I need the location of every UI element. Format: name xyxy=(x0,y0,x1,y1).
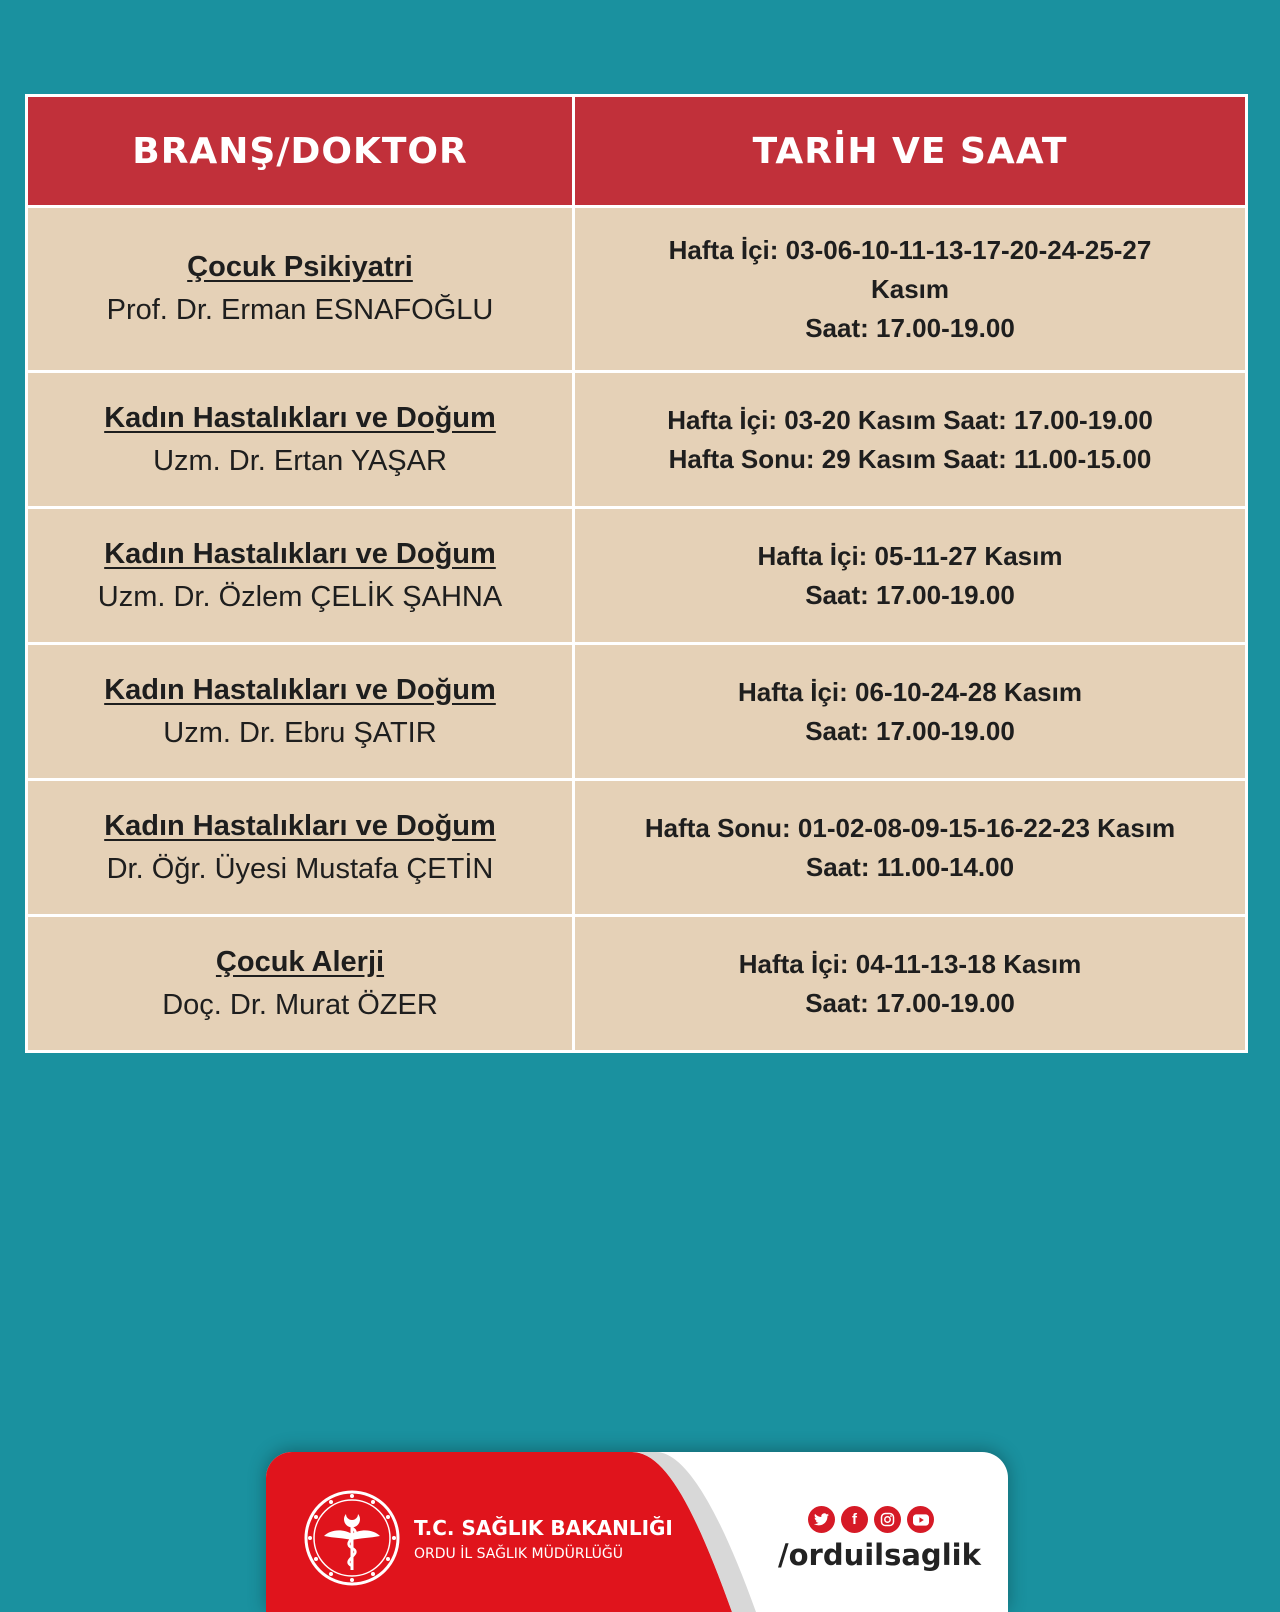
branch-name: Çocuk Psikiyatri xyxy=(187,251,413,283)
social-icons xyxy=(808,1506,934,1533)
header-date-time: TARİH VE SAAT xyxy=(574,96,1247,207)
ministry-emblem-icon xyxy=(302,1488,402,1588)
branch-doctor-cell xyxy=(27,780,574,916)
schedule-text: Hafta Sonu: 01-02-08-09-15-16-22-23 Kasım Saat: 11.00-14.00 xyxy=(644,812,1176,882)
doctor-name: Uzm. Dr. Ebru ŞATIR xyxy=(163,716,437,749)
schedule-text: Hafta İçi: 06-10-24-28 Kasım Saat: 17.00-19.00 xyxy=(738,676,1082,746)
youtube-icon[interactable] xyxy=(907,1506,934,1533)
schedule-cell xyxy=(574,916,1247,1052)
schedule-cell xyxy=(574,372,1247,508)
schedule-table xyxy=(25,94,1248,1053)
footer-banner xyxy=(266,1452,1008,1612)
branch-doctor-cell xyxy=(27,372,574,508)
org-subtitle: ORDU İL SAĞLIK MÜDÜRLÜĞÜ xyxy=(414,1546,624,1562)
schedule-text: Hafta İçi: 03-20 Kasım Saat: 17.00-19.00 Hafta Sonu: 29 Kasım Saat: 11.00-15.00 xyxy=(667,404,1153,474)
branch-doctor-cell xyxy=(27,916,574,1052)
table-row xyxy=(27,508,1247,644)
branch-doctor-cell xyxy=(27,644,574,780)
table-row xyxy=(27,780,1247,916)
branch-name: Kadın Hastalıkları ve Doğum xyxy=(104,673,496,706)
doctor-name: Prof. Dr. Erman ESNAFOĞLU xyxy=(106,294,494,326)
schedule-cell xyxy=(574,780,1247,916)
org-name: T.C. SAĞLIK BAKANLIĞI xyxy=(414,1516,673,1540)
table-row xyxy=(27,372,1247,508)
instagram-icon[interactable] xyxy=(874,1506,901,1533)
twitter-icon[interactable] xyxy=(808,1506,835,1533)
branch-doctor-cell xyxy=(27,508,574,644)
schedule-text: Hafta İçi: 03-06-10-11-13-17-20-24-25-27 Kasım Saat: 17.00-19.00 xyxy=(668,234,1152,343)
doctor-name: Doç. Dr. Murat ÖZER xyxy=(162,988,438,1021)
table-row xyxy=(27,207,1247,372)
branch-name: Kadın Hastalıkları ve Doğum xyxy=(104,401,496,434)
schedule-cell xyxy=(574,508,1247,644)
branch-name: Kadın Hastalıkları ve Doğum xyxy=(104,537,496,570)
schedule-cell xyxy=(574,207,1247,372)
branch-doctor-cell xyxy=(27,207,574,372)
schedule-text: Hafta İçi: 04-11-13-18 Kasım Saat: 17.00-19.00 xyxy=(738,948,1082,1018)
header-branch-doctor: BRANŞ/DOKTOR xyxy=(27,96,574,207)
schedule-text: Hafta İçi: 05-11-27 Kasım Saat: 17.00-19.00 xyxy=(757,540,1063,610)
table-header-row xyxy=(27,96,1247,207)
table-row xyxy=(27,644,1247,780)
doctor-name: Uzm. Dr. Ertan YAŞAR xyxy=(153,444,447,477)
facebook-icon[interactable]: f xyxy=(841,1506,868,1533)
branch-name: Çocuk Alerji xyxy=(215,945,385,978)
social-handle[interactable]: /orduilsaglik xyxy=(778,1538,981,1572)
table-row xyxy=(27,916,1247,1052)
doctor-name: Dr. Öğr. Üyesi Mustafa ÇETİN xyxy=(106,852,494,885)
schedule-cell xyxy=(574,644,1247,780)
doctor-name: Uzm. Dr. Özlem ÇELİK ŞAHNA xyxy=(97,580,503,613)
branch-name: Kadın Hastalıkları ve Doğum xyxy=(104,809,496,842)
